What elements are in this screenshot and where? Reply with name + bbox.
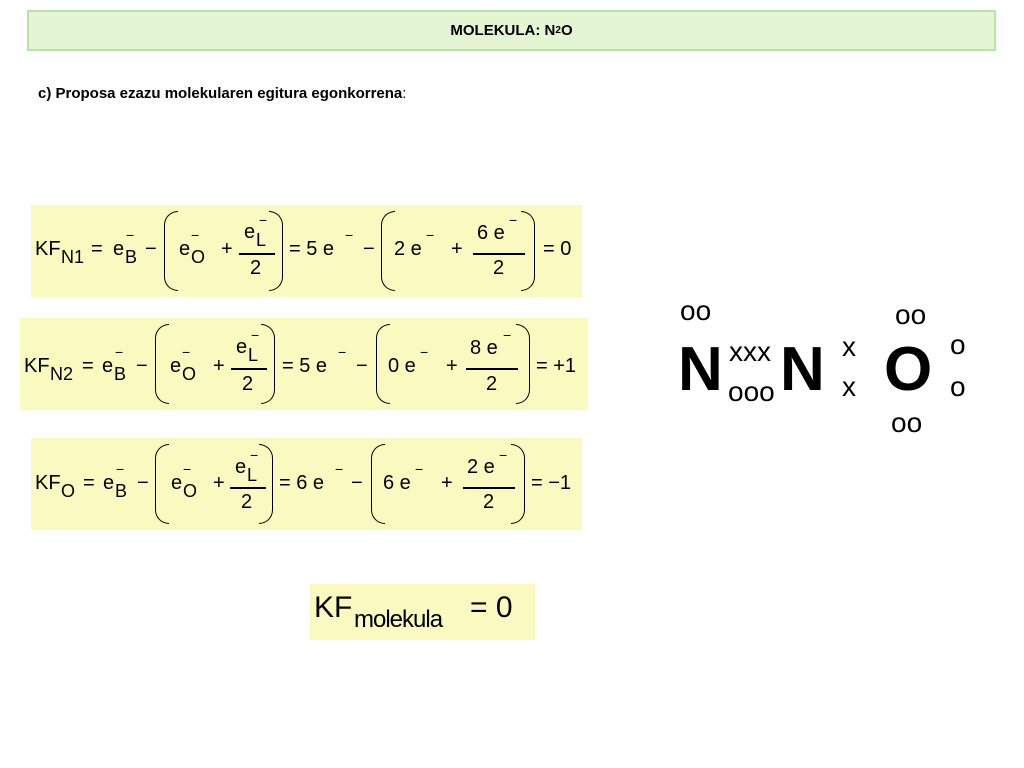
e-b-subscript: B: [125, 247, 138, 267]
equation-kf-n2: [20, 318, 588, 410]
e-o-symbol: e: [171, 472, 183, 494]
equation-kf-n1: [31, 205, 582, 297]
o-right-electron-bottom: o: [950, 371, 966, 402]
e-b-charge: −: [115, 344, 124, 360]
kf-molekula-summary: [310, 584, 535, 640]
e-o-symbol: e: [170, 355, 182, 377]
e-o-subscript: O: [183, 481, 198, 501]
o-right-electron-top: o: [950, 329, 966, 360]
nonbonding-value: 2 e: [394, 238, 422, 260]
triple-bond-o-electrons: ooo: [728, 376, 775, 407]
bonding-numerator: 2 e: [467, 456, 495, 478]
fraction-denominator: 2: [250, 257, 262, 279]
equation-result: = −1: [531, 472, 572, 494]
equals-sign: =: [91, 238, 103, 260]
kf-label: KF: [35, 238, 61, 260]
kf-subscript: molekula: [354, 606, 443, 633]
kf-subscript: N2: [50, 364, 74, 384]
fraction-bar-2: [463, 487, 515, 489]
bonding-charge: −: [503, 327, 512, 343]
minus-operator: −: [145, 238, 157, 260]
right-paren-2: [521, 211, 535, 291]
nonbonding-charge: −: [420, 344, 429, 360]
kf-label: KF: [24, 355, 50, 377]
e-l-symbol: e: [236, 336, 248, 358]
title-prefix: MOLEKULA: N: [450, 22, 556, 39]
minus-operator: −: [137, 472, 149, 494]
o-bottom-lone-pair: oo: [891, 407, 923, 438]
e-o-symbol: e: [179, 238, 191, 260]
valence-charge: −: [338, 344, 347, 360]
right-paren: [261, 324, 275, 404]
summary-result: = 0: [470, 591, 513, 624]
fraction-denominator: 2: [242, 373, 254, 395]
valence-charge: −: [335, 461, 344, 477]
valence-charge: −: [345, 227, 354, 243]
nonbonding-charge: −: [415, 461, 424, 477]
n1-top-lone-pair: oo: [680, 295, 712, 326]
slide-title: [27, 10, 996, 51]
plus-operator: +: [213, 355, 225, 377]
valence-value: = 5 e: [282, 355, 328, 377]
nitrogen-atom-1: N: [678, 335, 723, 404]
title-subscript: 2: [555, 25, 561, 36]
e-l-symbol: e: [235, 456, 247, 478]
e-l-charge: −: [251, 327, 260, 343]
e-o-charge: −: [191, 227, 200, 243]
bonding-numerator: 8 e: [470, 337, 498, 359]
e-b-subscript: B: [115, 481, 128, 501]
nitrogen-atom-2: N: [780, 335, 825, 404]
right-paren: [259, 444, 273, 524]
left-paren-2: [381, 211, 395, 291]
equals-sign: =: [83, 472, 95, 494]
question-text: [38, 85, 406, 102]
kf-label: KF: [314, 591, 353, 624]
left-paren: [164, 211, 178, 291]
fraction-bar-2: [473, 253, 525, 255]
minus-operator-2: −: [351, 472, 363, 494]
oxygen-atom: O: [884, 335, 933, 404]
plus-operator-2: +: [446, 355, 458, 377]
left-paren: [155, 324, 169, 404]
bonding-denominator: 2: [486, 373, 498, 395]
e-b-symbol: e: [103, 472, 115, 494]
bonding-charge: −: [509, 212, 518, 228]
bonding-denominator: 2: [483, 491, 495, 513]
equation-result: = 0: [543, 238, 572, 260]
e-b-subscript: B: [114, 364, 127, 384]
kf-subscript: N1: [61, 247, 85, 267]
e-l-charge: −: [259, 212, 268, 228]
right-paren-2: [511, 444, 525, 524]
equation-result: = +1: [536, 355, 577, 377]
plus-operator: +: [221, 238, 233, 260]
e-o-subscript: O: [191, 247, 206, 267]
question-colon: :: [402, 85, 407, 102]
bonding-charge: −: [499, 447, 508, 463]
left-paren: [155, 444, 169, 524]
minus-operator-2: −: [363, 238, 375, 260]
nonbonding-value: 6 e: [383, 472, 411, 494]
fraction-denominator: 2: [241, 491, 253, 513]
kf-subscript: O: [61, 481, 76, 501]
e-l-symbol: e: [244, 221, 256, 243]
fraction-bar-2: [466, 368, 518, 370]
kf-label: KF: [35, 472, 61, 494]
equals-sign: =: [82, 355, 94, 377]
e-l-subscript: L: [247, 465, 258, 485]
triple-bond-x-electrons: xxx: [729, 336, 771, 367]
minus-operator-2: −: [356, 355, 368, 377]
question-label: c) Proposa ezazu molekularen egitura egonkorrena: [38, 85, 403, 102]
bonding-numerator: 6 e: [477, 222, 505, 244]
e-l-subscript: L: [256, 230, 267, 250]
valence-value: = 5 e: [289, 238, 335, 260]
e-b-charge: −: [116, 461, 125, 477]
e-o-charge: −: [183, 461, 192, 477]
nonbonding-value: 0 e: [388, 355, 416, 377]
bonding-denominator: 2: [493, 257, 505, 279]
e-o-charge: −: [182, 344, 191, 360]
nonbonding-charge: −: [426, 227, 435, 243]
title-suffix: O: [560, 22, 573, 39]
e-l-charge: −: [250, 447, 259, 463]
e-b-symbol: e: [102, 355, 114, 377]
valence-value: = 6 e: [279, 472, 325, 494]
minus-operator: −: [136, 355, 148, 377]
e-b-charge: −: [126, 227, 135, 243]
plus-operator-2: +: [451, 238, 463, 260]
o-top-lone-pair: oo: [895, 299, 927, 330]
plus-operator-2: +: [441, 472, 453, 494]
single-bond-x-bottom: x: [842, 371, 856, 402]
plus-operator: +: [213, 472, 225, 494]
right-paren: [269, 211, 283, 291]
single-bond-x-top: x: [842, 331, 856, 362]
e-l-subscript: L: [248, 345, 259, 365]
right-paren-2: [516, 324, 530, 404]
equation-kf-o: [31, 438, 582, 530]
e-o-subscript: O: [182, 364, 197, 384]
e-b-symbol: e: [113, 238, 125, 260]
